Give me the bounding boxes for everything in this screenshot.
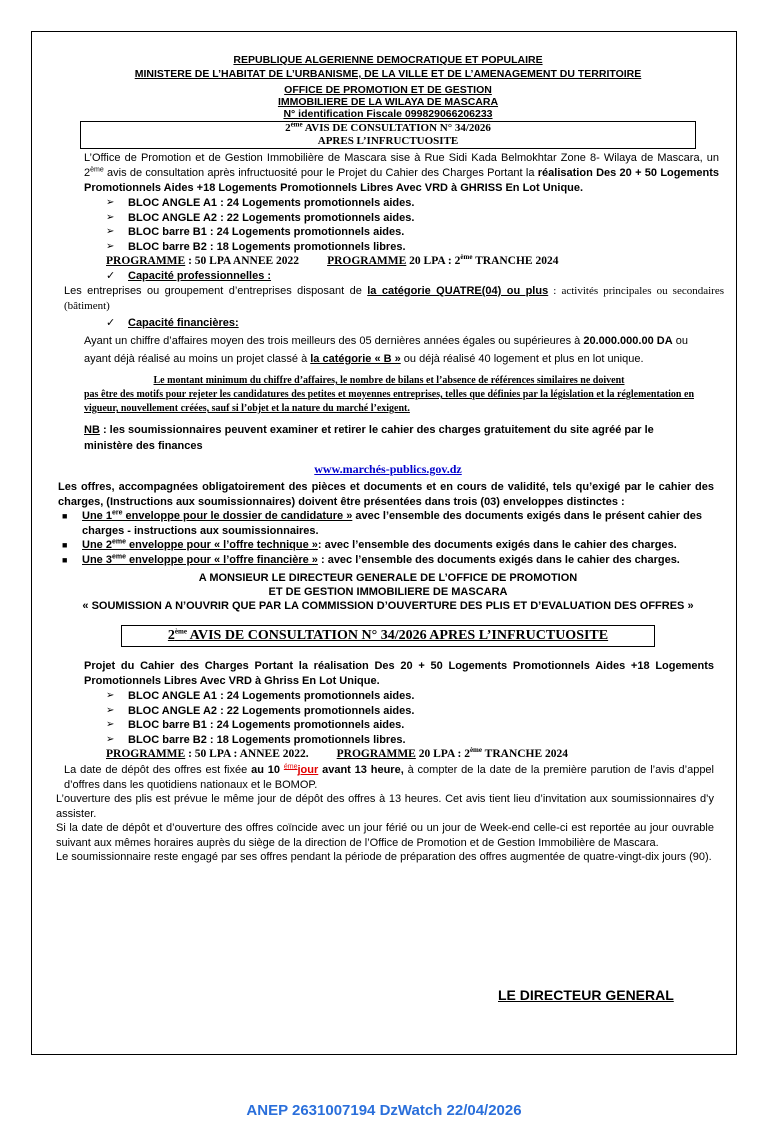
arrow-bullet-icon: ➢ [106,704,115,716]
notice-title-box [80,121,696,149]
list-item: ■ Une 1ere enveloppe pour le dossier de candidature » avec l’ensemble des documents exigés dans le présent cahier des charges - instructions aux soumissionnaires. [62,509,703,537]
arrow-bullet-icon: ➢ [106,211,115,223]
header-nif: N° identification Fiscale 099829066206233 [283,108,493,120]
depot-paragraph: La date de dépôt des offres est fixée au 10 $^{éme}$jour avant 13 heure, à compter de la date de la première parution de l’avis d’appel d’offres dans les quotidiens nationaux et le BOMOP. [64,763,714,791]
signature: LE DIRECTEUR GENERAL [498,987,674,1003]
envelopes-list [52,509,724,567]
list-item: ➢ BLOC barre B1 : 24 Logements promotionnels aides. [106,226,405,238]
offers-intro: Les offres, accompagnées obligatoirement des pièces et documents et en cours de validité, tels qu’exigé par le cahier des charges, (Instructions aux soumissionnaires) doivent être présentées dans trois (03) enveloppes distinctes : [58,481,714,508]
list-item: ■ Une 2eme enveloppe pour « l’offre technique »: avec l’ensemble des documents exigés dans le cahier des charges. [62,538,677,551]
header-ministere: MINISTERE DE L’HABITAT DE L’URBANISME, DE LA VILLE ET DE L’AMENAGEMENT DU TERRITOIRE [134,68,642,80]
square-bullet-icon: ■ [62,540,68,550]
notice-title-line2: APRES L’INFRUCTUOSITE [317,135,459,147]
ferie-paragraph: Si la date de dépôt et d’ouverture des offres coïncide avec un jour férié ou un jour de Week-end celle-ci est reportée au jour ouvrable suivant aux mêmes horaires auprès du siège de la direction de l’Office de Promotion et de Gestion Immobilière de Mascara. [56,822,714,849]
address-block: A MONSIEUR LE DIRECTEUR GENERALE DE L’OFFICE DE PROMOTION ET DE GESTION IMMOBILIERE DE MASCARA « SOUMISSION A N’OUVRIR QUE PAR LA COMMISSION D’OUVERTURE DES PLIS ET D’EVALUATION DES OFFRES » [82,572,694,612]
checkmark-icon: ✓ [106,270,116,282]
list-item: ➢ BLOC ANGLE A1 : 24 Logements promotionnels aides. [106,690,415,702]
list-item: ➢ BLOC ANGLE A2 : 22 Logements promotionnels aides. [106,211,415,224]
arrow-bullet-icon: ➢ [106,733,115,745]
list-item: ➢ BLOC ANGLE A2 : 22 Logements promotionnels aides. [106,704,415,717]
engage-paragraph: Le soumissionnaire reste engagé par ses offres pendant la période de préparation des offres augmentée de quatre-vingt-dix jours (90). [56,851,712,863]
arrow-bullet-icon: ➢ [106,240,115,252]
square-bullet-icon: ■ [62,554,68,565]
capacite-fin-text: Ayant un chiffre d’affaires moyen des trois meilleurs des 05 dernières années égales ou supérieures à 20.000.000.00 DA ou ayant déjà réalisé au moins un projet classé à la catégorie « B » ou déjà réalisé 40 logement et plus en lot unique. [84,335,689,365]
list-item: ➢ BLOC barre B1 : 24 Logements promotionnels aides. [106,719,405,731]
blocs-list [52,196,724,254]
list-item: ■ Une 3eme enveloppe pour « l’offre financière » : avec l’ensemble des documents exigés dans le cahier des charges. [62,552,680,566]
warning-paragraph: Le montant minimum du chiffre d’affaires, le nombre de bilans et l’absence de références similaires ne doivent pas être des motifs pour rejeter les candidatures des petites et moyennes entreprises, telles que définies par la législation et la réglementation en vigueur, nouvellement créées, sauf si l’objet et la nature du marché l’exigent. [84,375,694,414]
list-item: ➢ BLOC ANGLE A1 : 24 Logements promotionnels aides. [106,197,415,209]
notice-title-line1: 2ème AVIS DE CONSULTATION N° 34/2026 [285,120,491,134]
checkmark-icon: ✓ [106,317,116,329]
footer-reference: ANEP 2631007194 DzWatch 22/04/2026 [246,1102,522,1119]
arrow-bullet-icon: ➢ [106,690,115,701]
programme2-line: PROGRAMME : 50 LPA : ANNEE 2022. PROGRAMME 20 LPA : 2ème TRANCHE 2024 [106,746,569,760]
list-item: ➢ BLOC barre B2 : 18 Logements promotionnels libres. [106,240,406,253]
blocs2-list [52,689,724,747]
document-page [52,54,724,865]
ouverture-paragraph: L’ouverture des plis est prévue le même jour de dépôt des offres à 13 heures. Cet avis tient lieu d’invitation aux soumissionnaires d’y assister. [56,793,714,820]
arrow-bullet-icon: ➢ [106,719,115,730]
programme-line: PROGRAMME : 50 LPA ANNEE 2022 PROGRAMME 20 LPA : 2ème TRANCHE 2024 [106,253,559,267]
nb-paragraph: NB : les soumissionnaires peuvent examiner et retirer le cahier des charges gratuitement du site agréé par le ministère des finances [84,424,654,452]
avis2-title-box: 2ème AVIS DE CONSULTATION N° 34/2026 APRES L’INFRUCTUOSITE [121,625,655,647]
projet-paragraph: Projet du Cahier des Charges Portant la réalisation Des 20 + 50 Logements Promotionnels Aides +18 Logements Promotionnels Libres Avec VRD à Ghriss En Lot Unique. [84,660,714,687]
header-office-line2: IMMOBILIERE DE LA WILAYA DE MASCARA [277,96,499,108]
arrow-bullet-icon: ➢ [106,226,115,237]
square-bullet-icon: ■ [62,511,68,521]
intro-paragraph: L’Office de Promotion et de Gestion Immobilière de Mascara sise à Rue Sidi Kada Belmokhtar Zone 8- Wilaya de Mascara, un 2ème avis de consultation après infructuosité pour le Projet du Cahier des Charges Portant la réalisation Des 20 + 50 Logements Promotionnels Aides +18 Logements Promotionnels Libres Avec VRD à GHRISS En Lot Unique. [84,152,719,194]
list-item: ➢ BLOC barre B2 : 18 Logements promotionnels libres. [106,733,406,746]
capacite-fin-heading: ✓ Capacité financières: [106,317,239,329]
site-link[interactable]: www.marchés-publics.gov.dz [314,462,462,476]
arrow-bullet-icon: ➢ [106,197,115,208]
header-republique: REPUBLIQUE ALGERIENNE DEMOCRATIQUE ET POPULAIRE [233,54,543,66]
capacite-pro-text: Les entreprises ou groupement d’entreprises disposant de la catégorie QUATRE(04) ou plus : activités principales ou secondaires (bâtiment) [64,285,724,312]
header-office-line1: OFFICE DE PROMOTION ET DE GESTION [284,84,492,96]
capacite-pro-heading: ✓ Capacité professionnelles : [106,270,272,282]
